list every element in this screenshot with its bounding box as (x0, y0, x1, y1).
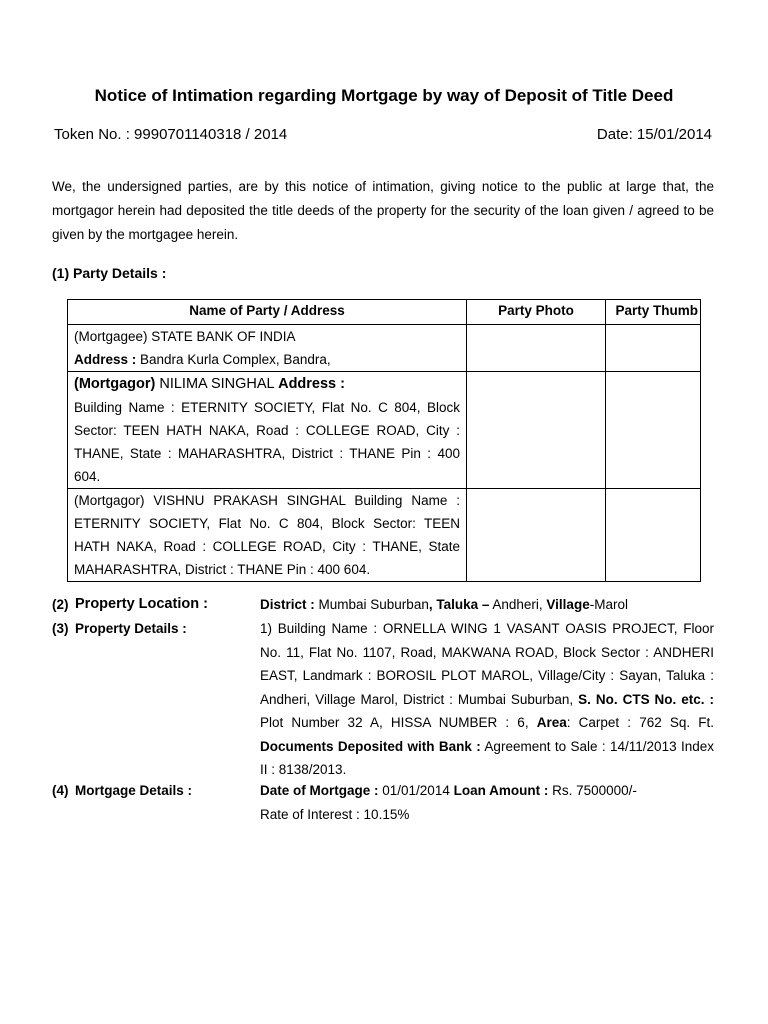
district-value: Mumbai Suburban (314, 597, 429, 612)
party-thumb-cell (606, 372, 701, 489)
party-thumb-cell (606, 325, 701, 372)
party-photo-cell (467, 325, 606, 372)
party-mortgagor-cell: (Mortgagor) VISHNU PRAKASH SINGHAL Building Name : ETERNITY SOCIETY, Flat No. C 804, Block Sector: TEEN HATH NAKA, Road : COLLEGE ROAD, City : THANE, State MAHARASHTRA, District : THANE Pin : 400 604. (68, 489, 467, 582)
party-name: NILIMA SINGHAL (155, 376, 279, 392)
party-photo-cell (467, 489, 606, 582)
loan-amount-label: Loan Amount : (453, 783, 549, 798)
section-label: Mortgage Details : (75, 783, 193, 798)
taluka-label: , Taluka – (428, 597, 490, 612)
loan-amount: Rs. 7500000/- (548, 783, 637, 798)
party-details-heading: (1) Party Details : (52, 265, 167, 281)
party-details-table (67, 299, 701, 582)
table-row (68, 489, 701, 582)
property-text: : Carpet : 762 Sq. Ft. (566, 715, 715, 730)
party-mortgagee-cell (68, 325, 467, 372)
section-number: (3) (52, 621, 69, 636)
section-label: Property Details : (75, 621, 187, 636)
table-row (68, 372, 701, 489)
header-party-photo: Party Photo (467, 300, 606, 325)
village-value: -Marol (589, 597, 628, 612)
mortgage-details-value (260, 779, 714, 826)
section-number: (2) (52, 597, 69, 612)
property-text: Plot Number 32 A, HISSA NUMBER : 6, (260, 715, 537, 730)
party-role: (Mortgagee) STATE BANK OF INDIA (74, 329, 296, 344)
party-thumb-cell (606, 489, 701, 582)
header-name-address: Name of Party / Address (68, 300, 467, 325)
property-details-value (260, 617, 714, 782)
header-party-thumb: Party Thumb (606, 300, 701, 325)
area-label: Area (536, 715, 567, 730)
interest-rate: Rate of Interest : 10.15% (260, 806, 410, 822)
property-text: Agreement to Sale : 14/11/2013 Index II : 8138/2013. (260, 738, 714, 777)
village-label: Village (546, 597, 590, 612)
document-date: Date: 15/01/2014 (596, 126, 712, 143)
section-number: (4) (52, 783, 69, 798)
taluka-value: Andheri, (489, 597, 547, 612)
intro-paragraph: We, the undersigned parties, are by this notice of intimation, giving notice to the public at large that, the mortgagor herein had deposited the title deeds of the property for the security of the loan given / agreed to be given by the mortgagee herein. (52, 179, 714, 242)
token-number: Token No. : 9990701140318 / 2014 (54, 126, 288, 143)
survey-number-label: S. No. CTS No. etc. : (578, 691, 714, 707)
party-mortgagor-cell (68, 372, 467, 489)
property-location-value (260, 593, 714, 617)
table-header-row (68, 300, 701, 325)
table-row (68, 325, 701, 372)
district-label: District : (260, 597, 315, 612)
party-photo-cell (467, 372, 606, 489)
documents-label: Documents Deposited with Bank : (260, 738, 481, 754)
party-address: Bandra Kurla Complex, Bandra, (136, 352, 331, 367)
party-address: Building Name : ETERNITY SOCIETY, Flat No. C 804, Block Sector: TEEN HATH NAKA, Road : COLLEGE ROAD, City : THANE, State : MAHARASHTRA, District : THANE Pin : 400 604. (74, 400, 460, 484)
section-label: Property Location : (75, 596, 208, 612)
document-title: Notice of Intimation regarding Mortgage by way of Deposit of Title Deed (94, 86, 674, 105)
mortgage-date-label: Date of Mortgage : (260, 783, 379, 798)
address-label: Address : (278, 376, 345, 392)
address-label: Address : (74, 352, 137, 367)
mortgage-date: 01/01/2014 (378, 783, 454, 798)
property-text: 1) Building Name : ORNELLA WING 1 VASANT OASIS PROJECT, Floor No. 11, Flat No. 1107, Road, MAKWANA ROAD, Block Sector : ANDHERI EAST, Landmark : BOROSIL PLOT MAROL, Village/City : Sayan, Taluka : Andheri, Village Marol, District : Mumbai Suburban, (260, 621, 714, 707)
party-role: (Mortgagor) (74, 376, 156, 392)
